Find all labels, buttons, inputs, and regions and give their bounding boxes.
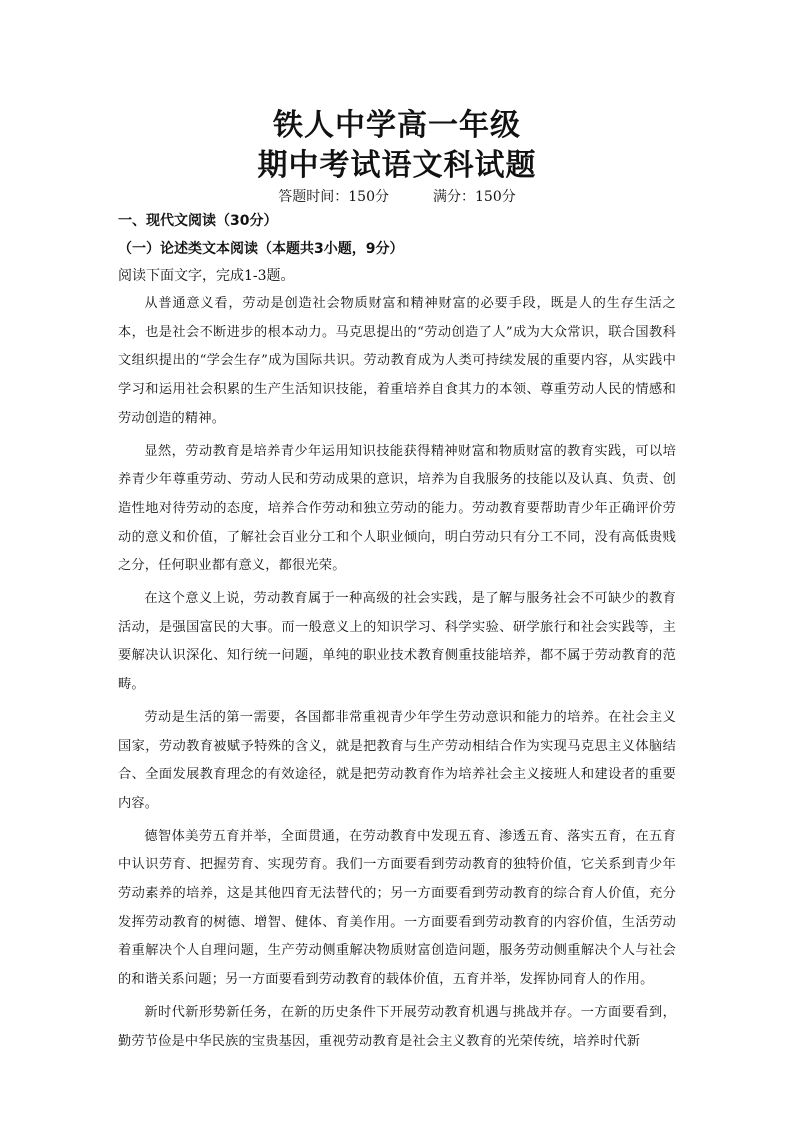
paragraph-2: 显然，劳动教育是培养青少年运用知识技能获得精神财富和物质财富的教育实践，可以培养青少年尊重劳动、劳动人民和劳动成果的意识，培养为自我服务的技能以及认真、负责、创造性地对待劳动的态度，培养合作劳动和独立劳动的能力。劳动教育要帮助青少年正确评价劳动的意义和价值，了解社会百业分工和个人职业倾向，明白劳动只有分工不同，没有高低贵贱之分，任何职业都有意义，都很光荣。 <box>118 443 676 574</box>
score-label: 满分：150分 <box>433 189 516 205</box>
exam-title-line1: 铁人中学高一年级 <box>273 108 521 143</box>
paragraph-6: 新时代新形势新任务，在新的历史条件下开展劳动教育机遇与挑战并存。一方面要看到，勤劳节俭是中华民族的宝贵基因，重视劳动教育是社会主义教育的光荣传统，培养时代新 <box>118 1004 676 1049</box>
paragraph-5: 德智体美劳五育并举，全面贯通，在劳动教育中发现五育、渗透五育、落实五育，在五育中认识劳育、把握劳育、实现劳育。我们一方面要看到劳动教育的独特价值，它关系到青少年劳动素养的培养，这是其他四育无法替代的；另一方面要看到劳动教育的综合育人价值，充分发挥劳动教育的树德、增智、健体、育美作用。一方面要看到劳动教育的内容价值，生活劳动着重解决个人自理问题，生产劳动侧重解决物质财富创造问题，服务劳动侧重解决个人与社会的和谐关系问题；另一方面要看到劳动教育的载体价值，五育并举，发挥协同育人的作用。 <box>118 828 676 988</box>
section-heading: 一、现代文阅读（30分） <box>118 213 278 229</box>
exam-title-line2: 期中考试语文科试题 <box>257 148 537 183</box>
paragraph-4: 劳动是生活的第一需要，各国都非常重视青少年学生劳动意识和能力的培养。在社会主义国家，劳动教育被赋予特殊的含义，就是把教育与生产劳动相结合作为实现马克思主义体脑结合、全面发展教育理念的有效途径，就是把劳动教育作为培养社会主义接班人和建设者的重要内容。 <box>118 709 676 811</box>
reading-passage <box>118 290 676 1060</box>
time-label: 答题时间：150分 <box>278 189 389 205</box>
section-subheading: （一）论述类文本阅读（本题共3小题，9分） <box>118 241 404 257</box>
paragraph-1: 从普通意义看，劳动是创造社会物质财富和精神财富的必要手段，既是人的生存生活之本，也是社会不断进步的根本动力。马克思提出的“劳动创造了人”成为大众常识，联合国教科文组织提出的“学会生存”成为国际共识。劳动教育成为人类可持续发展的重要内容，从实践中学习和运用社会积累的生产生活知识技能，着重培养自食其力的本领、尊重劳动人民的情感和劳动创造的精神。 <box>118 296 676 426</box>
exam-meta <box>0 186 794 206</box>
section-instruction: 阅读下面文字，完成1-3题。 <box>118 268 295 284</box>
paragraph-3: 在这个意义上说，劳动教育属于一种高级的社会实践，是了解与服务社会不可缺少的教育活动，是强国富民的大事。而一般意义上的知识学习、科学实验、研学旅行和社会实践等，主要解决认识深化、知行统一问题，单纯的职业技术教育侧重技能培养，都不属于劳动教育的范畴。 <box>118 591 676 693</box>
